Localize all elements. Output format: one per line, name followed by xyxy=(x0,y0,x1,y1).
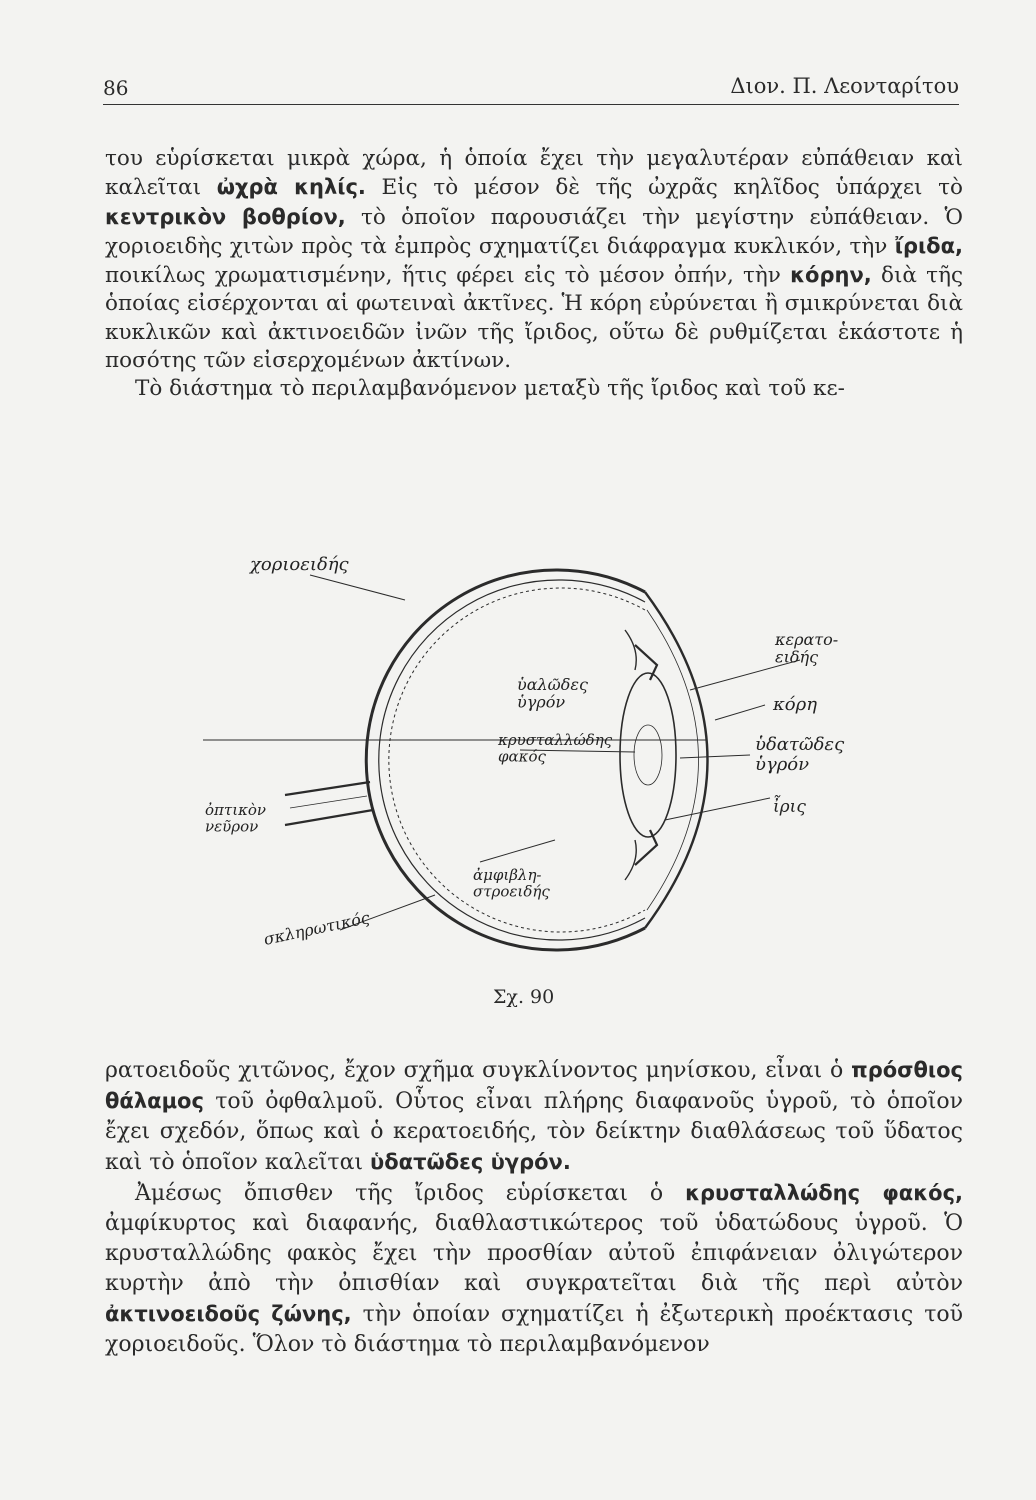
paragraph xyxy=(105,145,963,375)
text-run: Εἰς τὸ μέσον δὲ τῆς ὠχρᾶς κηλῖδος ὑπάρχει τὸ xyxy=(365,175,963,201)
page-header xyxy=(103,72,959,105)
label-sclera xyxy=(262,908,371,949)
eye-cross-section xyxy=(195,540,985,960)
bold-term: κεντρικὸν βοθρίον, xyxy=(105,204,346,229)
page-number: 86 xyxy=(103,76,129,100)
text-run: τοῦ ὀφθαλμοῦ. Οὗτος εἶναι πλήρης διαφανοῦς ὑγροῦ, τὸ ὁποῖον ἔχει σχεδόν, ὅπως καὶ ὁ κερατοειδής, τὸν δείκτην διαθλάσεως τοῦ ὕδατος καὶ τὸ ὁποῖον καλεῖται xyxy=(105,1089,963,1175)
figure-caption: Σχ. 90 xyxy=(493,986,555,1008)
label-retina xyxy=(473,866,550,901)
text-run: ποικίλως χρωματισμένην, ἥτις φέρει εἰς τὸ μέσον ὀπήν, τὴν xyxy=(105,263,791,289)
label-lens xyxy=(497,731,613,766)
label-vitreous xyxy=(517,675,588,712)
text-block-top xyxy=(105,145,963,404)
label-line: στροειδής xyxy=(473,882,550,901)
text-run: Ἀμέσως ὄπισθεν τῆς ἴριδος εὑρίσκεται ὁ xyxy=(135,1181,686,1206)
bold-term: ὠχρὰ κηλίς. xyxy=(216,175,366,200)
label-line: κερατο- xyxy=(775,630,839,649)
label-iris xyxy=(773,795,806,817)
label-line: κόρη xyxy=(773,694,818,715)
text-run: ρατοειδοῦς χιτῶνος, ἔχον σχῆμα συγκλίνοντος μηνίσκου, εἶναι ὁ xyxy=(105,1058,852,1083)
running-title: Διον. Π. Λεονταρίτου xyxy=(730,74,959,98)
optic-nerve xyxy=(285,782,373,825)
text-run: τὸ ὁποῖον παρουσιάζει τὴν μεγίστην εὐπάθειαν. Ὁ χοριοειδὴς χιτὼν πρὸς τὰ ἐμπρὸς σχηματίζει διάφραγμα κυκλικόν, τὴν xyxy=(105,204,963,259)
label-line: ὑαλῶδες xyxy=(517,675,588,694)
eye-diagram xyxy=(195,540,985,960)
text-run: τὴν ὁποίαν σχηματίζει ἡ ἐξωτερικὴ προέκτασις τοῦ χοριοειδοῦς. Ὅλον τὸ διάστημα τὸ περιλαμβανόμενον xyxy=(105,1302,963,1357)
label-optic-nerve xyxy=(205,801,266,836)
lens-shape xyxy=(620,673,676,837)
label-line: ἀμφιβλη- xyxy=(473,866,542,884)
text-run: Τὸ διάστημα τὸ περιλαμβανόμενον μεταξὺ τῆς ἴριδος καὶ τοῦ κε- xyxy=(135,376,845,402)
bold-term: κόρην, xyxy=(790,263,872,288)
label-line: ὑγρόν xyxy=(755,753,810,775)
label-line: κρυσταλλώδης xyxy=(498,731,613,749)
label-choroid xyxy=(248,554,350,575)
bold-term: ὑδατῶδες ὑγρόν. xyxy=(370,1150,571,1174)
label-line: ὑδατῶδες xyxy=(755,734,845,755)
text-run: διὰ τῆς ὁποίας εἰσέρχονται αἱ φωτειναὶ ἀκτῖνες. Ἡ κόρη εὐρύνεται ἢ σμικρύνεται διὰ κυκλικῶν καὶ ἀκτινοειδῶν ἰνῶν τῆς ἴριδος, οὕτω δὲ ρυθμίζεται ἑκάστοτε ἡ ποσότης τῶν εἰσερχομένων ἀκτίνων. xyxy=(105,263,963,374)
bold-term: κρυσταλλώδης φακός, xyxy=(685,1181,963,1205)
label-line: ὑγρόν xyxy=(517,692,566,712)
label-line: σκληρωτικός xyxy=(261,907,372,949)
paragraph xyxy=(105,375,963,403)
label-line: νεῦρον xyxy=(205,817,259,836)
label-line: ὀπτικὸν xyxy=(205,801,267,819)
text-block-bottom xyxy=(105,1055,963,1360)
label-line: φακός xyxy=(498,747,546,766)
text-run: του εὑρίσκεται μικρὰ χώρα, ἡ ὁποία ἔχει τὴν μεγαλυτέραν εὐπάθειαν καὶ καλεῖται xyxy=(105,146,963,201)
text-run: ἀμφίκυρτος καὶ διαφανής, διαθλαστικώτερος τοῦ ὑδατώδους ὑγροῦ. Ὁ κρυσταλλώδης φακὸς ἔχει τὴν προσθίαν αὐτοῦ ἐπιφάνειαν ὀλιγώτερον κυρτὴν ἀπὸ τὴν ὀπισθίαν καὶ συγκρατεῖται διὰ τῆς περὶ αὐτὸν xyxy=(105,1211,963,1296)
bold-term: ἴριδα, xyxy=(894,233,963,258)
label-aqueous xyxy=(755,734,845,775)
label-line: ἶρις xyxy=(773,797,806,817)
paragraph xyxy=(105,1178,963,1360)
paragraph xyxy=(105,1055,963,1178)
label-line: χοριοειδής xyxy=(250,554,349,575)
label-line: ειδής xyxy=(775,647,819,667)
label-pupil xyxy=(772,694,817,715)
label-cornea xyxy=(774,630,838,667)
bold-term: πρόσθιος θάλαμος xyxy=(105,1058,963,1113)
bold-term: ἀκτινοειδοῦς ζώνης, xyxy=(105,1302,352,1326)
